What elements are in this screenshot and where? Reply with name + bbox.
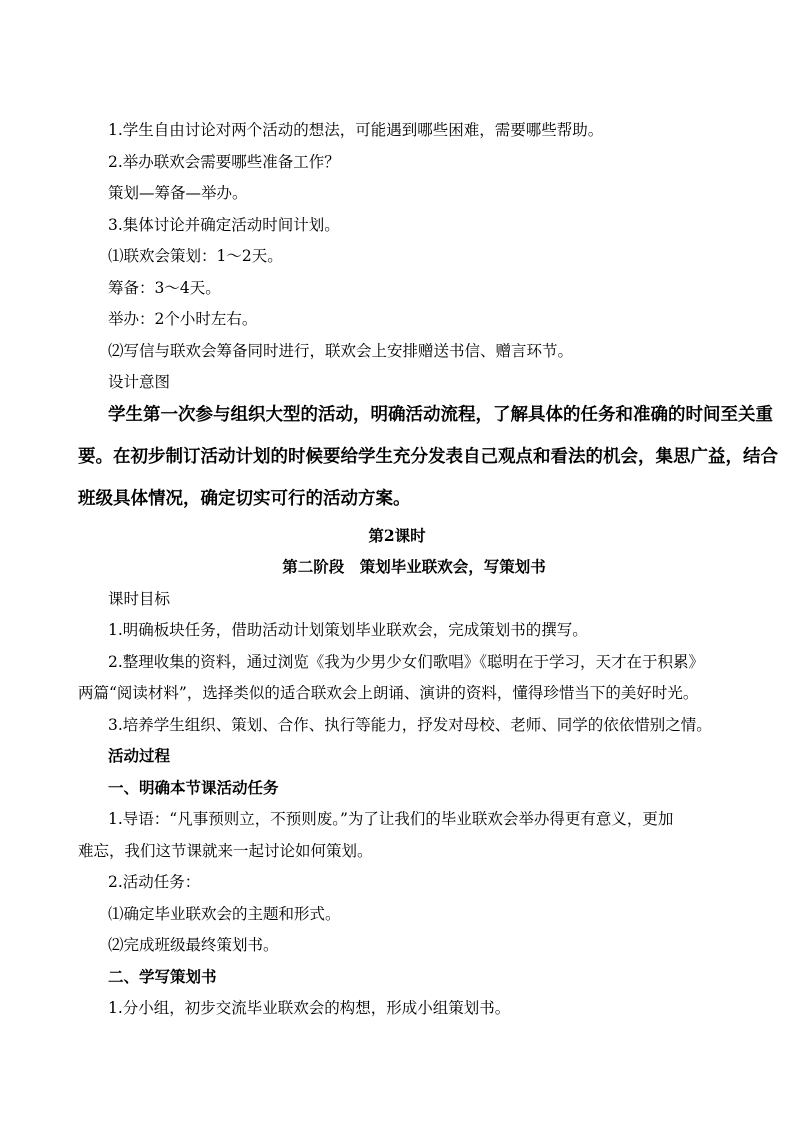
paragraph-prep-days: 筹备：3～4天。 bbox=[108, 279, 221, 297]
activity-tasks: 2.活动任务： bbox=[108, 873, 201, 891]
goal-1: 1.明确板块任务，借助活动计划策划毕业联欢会，完成策划书的撰写。 bbox=[108, 621, 588, 639]
section-2-heading: 二、学写策划书 bbox=[108, 967, 217, 986]
paragraph-hold-hours: 举办：2个小时左右。 bbox=[108, 310, 258, 328]
lesson-title: 第2课时 bbox=[368, 526, 426, 545]
process-heading: 活动过程 bbox=[108, 746, 171, 765]
intro-line-2: 难忘，我们这节课就来一起讨论如何策划。 bbox=[78, 842, 373, 860]
paragraph-letters: ⑵写信与联欢会筹备同时进行，联欢会上安排赠送书信、赠言环节。 bbox=[108, 342, 574, 360]
goal-2-line-2: 两篇“阅读材料”，选择类似的适合联欢会上朗诵、演讲的资料，懂得珍惜当下的美好时光。 bbox=[78, 684, 699, 702]
section-1-heading: 一、明确本节课活动任务 bbox=[108, 778, 279, 797]
paragraph-stages: 策划—筹备—举办。 bbox=[108, 184, 248, 202]
paragraph-preparation-question: 2.举办联欢会需要哪些准备工作？ bbox=[108, 153, 340, 171]
paragraph-discussion: 1.学生自由讨论对两个活动的想法，可能遇到哪些困难，需要哪些帮助。 bbox=[108, 121, 604, 139]
stage-title: 第二阶段 策划毕业联欢会，写策划书 bbox=[282, 557, 546, 576]
task-theme: ⑴确定毕业联欢会的主题和形式。 bbox=[108, 905, 341, 923]
paragraph-planning-days: ⑴联欢会策划：1～2天。 bbox=[108, 247, 283, 265]
group-exchange: 1.分小组，初步交流毕业联欢会的构想，形成小组策划书。 bbox=[108, 999, 511, 1017]
design-intent-line-1: 学生第一次参与组织大型的活动，明确活动流程，了解具体的任务和准确的时间至关重 bbox=[108, 405, 773, 425]
paragraph-time-plan: 3.集体讨论并确定活动时间计划。 bbox=[108, 216, 340, 234]
intro-line-1: 1.导语：“凡事预则立，不预则废。”为了让我们的毕业联欢会举办得更有意义，更加 bbox=[108, 810, 674, 828]
goals-heading: 课时目标 bbox=[108, 590, 171, 608]
design-intent-heading: 设计意图 bbox=[108, 373, 171, 391]
design-intent-line-2: 要。在初步制订活动计划的时候要给学生充分发表自己观点和看法的机会，集思广益，结合 bbox=[78, 447, 778, 467]
goal-3: 3.培养学生组织、策划、合作、执行等能力，抒发对母校、老师、同学的依依惜别之情。 bbox=[108, 716, 712, 734]
goal-2-line-1: 2.整理收集的资料，通过浏览《我为少男少女们歌唱》《聪明在于学习，天才在于积累》 bbox=[108, 653, 705, 671]
design-intent-line-3: 班级具体情况，确定切实可行的活动方案。 bbox=[78, 489, 411, 509]
task-final-plan: ⑵完成班级最终策划书。 bbox=[108, 936, 279, 954]
